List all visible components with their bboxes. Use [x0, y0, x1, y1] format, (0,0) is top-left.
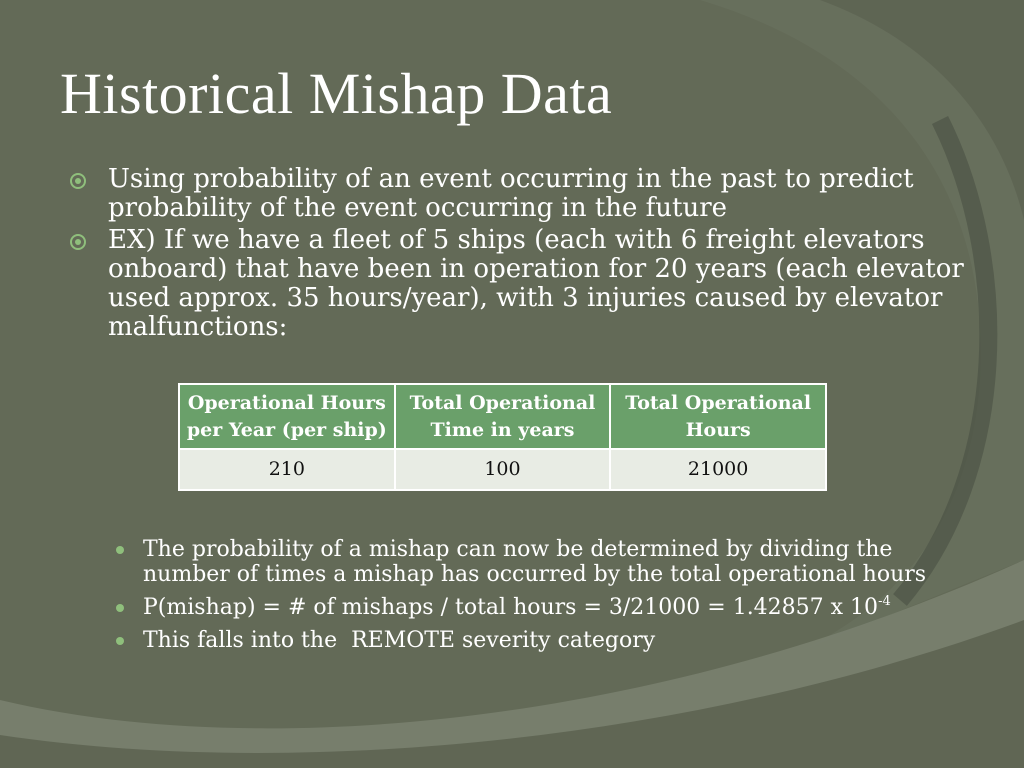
dot-bullet-icon [116, 637, 124, 645]
circle-bullet-icon [70, 173, 86, 189]
sub-bullet-text: P(mishap) = # of mishaps / total hours = 3/21000 = 1.42857 x 10 [143, 595, 879, 620]
sub-bullet-item [116, 595, 956, 620]
sub-bullet-text: This falls into the REMOTE severity category [143, 628, 656, 653]
table-header-row [179, 384, 826, 449]
bullet-item [70, 226, 970, 342]
bullet-item [70, 165, 970, 223]
dot-bullet-icon [116, 604, 124, 612]
sub-bullet-list [116, 537, 956, 661]
table-header-cell: Operational Hours per Year (per ship) [179, 384, 395, 449]
main-bullet-list [70, 165, 970, 345]
dot-bullet-icon [116, 546, 124, 554]
slide-title: Historical Mishap Data [60, 61, 613, 126]
circle-bullet-icon [70, 234, 86, 250]
sub-bullet-item [116, 628, 956, 653]
table-cell: 100 [395, 449, 611, 490]
table-header-cell: Total Operational Time in years [395, 384, 611, 449]
sub-bullet-text: The probability of a mishap can now be determined by dividing the number of times a mishap has occurred by the total operational hours [143, 537, 927, 587]
table-cell: 21000 [610, 449, 826, 490]
table-cell: 210 [179, 449, 395, 490]
bullet-text: EX) If we have a fleet of 5 ships (each with 6 freight elevators onboard) that have been in operation for 20 years (each elevator used approx. 35 hours/year), with 3 injuries caused by elevator malfunctions: [108, 225, 964, 342]
sub-bullet-item [116, 537, 956, 587]
exponent: -4 [878, 594, 891, 609]
operational-hours-table [178, 383, 827, 491]
table-header-cell: Total Operational Hours [610, 384, 826, 449]
table-row [179, 449, 826, 490]
bullet-text: Using probability of an event occurring in the past to predict probability of the event occurring in the future [108, 164, 914, 223]
